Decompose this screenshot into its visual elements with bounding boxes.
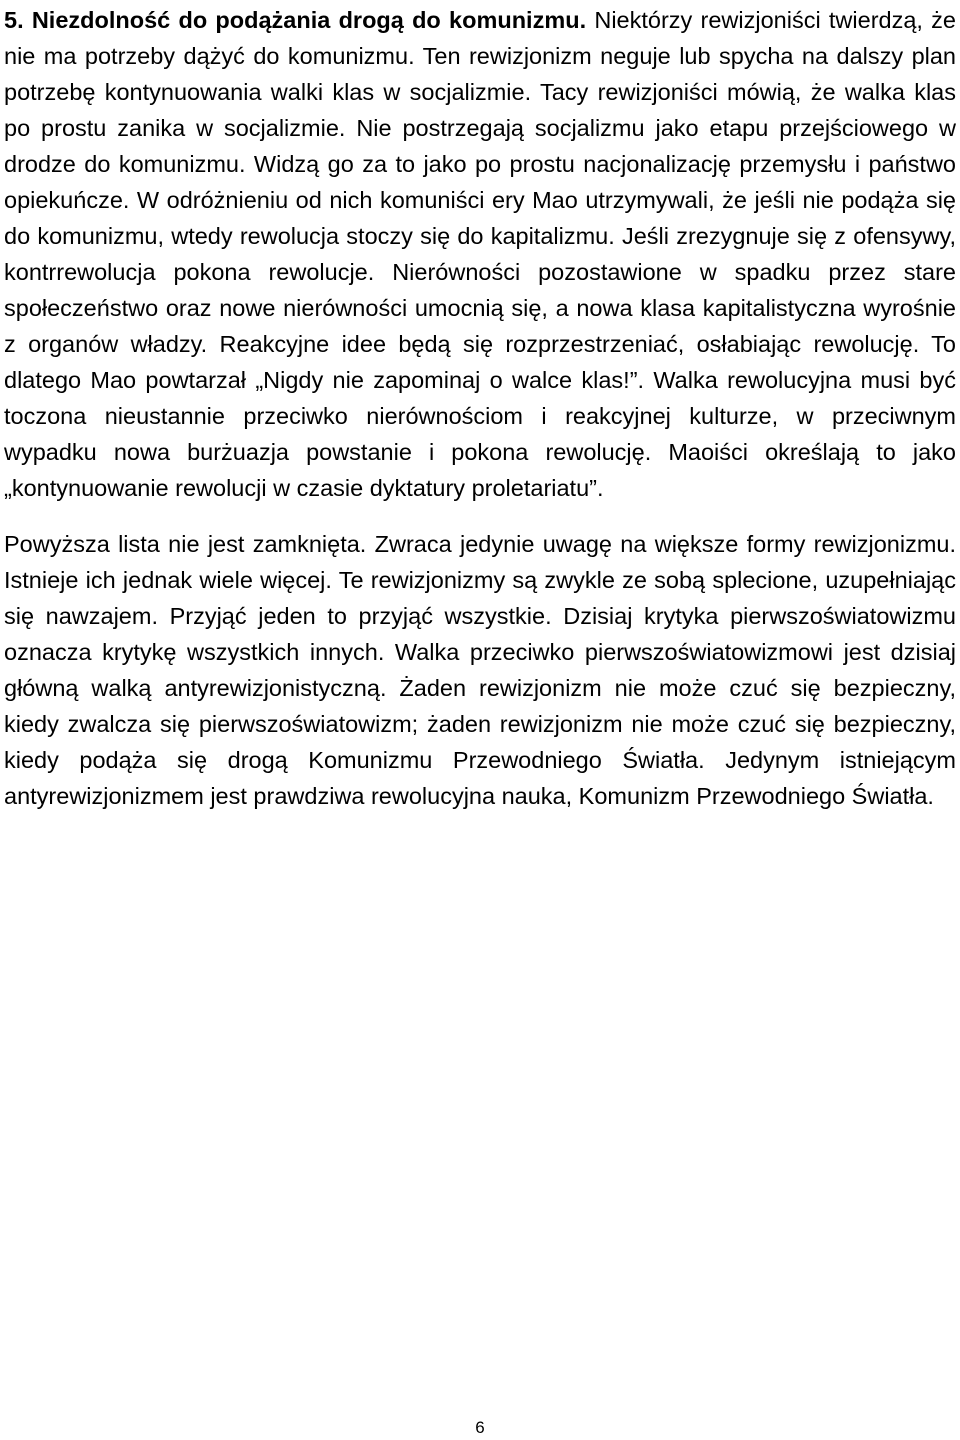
section-body: Niektórzy rewizjoniści twierdzą, że nie ma potrzeby dążyć do komunizmu. Ten rewizjonizm neguje lub spycha na dalszy plan potrzebę kontynuowania walki klas w socjalizmie. Tacy rewizjoniści mówią, że walka klas po prostu zanika w socjalizmie. Nie postrzegają socjalizmu jako etapu przejściowego w drodze do komunizmu. Widzą go za to jako po prostu nacjonalizację przemysłu i państwo opiekuńcze. W odróżnieniu od nich komuniści ery Mao utrzymywali, że jeśli nie podąża się do komunizmu, wtedy rewolucja stoczy się do kapitalizmu. Jeśli zrezygnuje się z ofensywy, kontrrewolucja pokona rewolucje. Nierówności pozostawione w spadku przez stare społeczeństwo oraz nowe nierówności umocnią się, a nowa klasa kapitalistyczna wyrośnie z organów władzy. Reakcyjne idee będą się rozprzestrzeniać, osłabiając rewolucję. To dlatego Mao powtarzał „Nigdy nie zapominaj o walce klas!”. Walka rewolucyjna musi być toczona nieustannie przeciwko nierównościom i reakcyjnej kulturze, w przeciwnym wypadku nowa burżuazja powstanie i pokona rewolucję. Maoiści określają to jako „kontynuowanie rewolucji w czasie dyktatury proletariatu”. xyxy=(4,7,956,501)
document-page xyxy=(4,0,956,814)
section-heading: 5. Niezdolność do podążania drogą do komunizmu. xyxy=(4,7,587,33)
section-5-paragraph xyxy=(4,0,956,506)
closing-paragraph: Powyższa lista nie jest zamknięta. Zwraca jedynie uwagę na większe formy rewizjonizmu. Istnieje ich jednak wiele więcej. Te rewizjonizmy są zwykle ze sobą splecione, uzupełniając się nawzajem. Przyjąć jeden to przyjąć wszystkie. Dzisiaj krytyka pierwszoświatowizmu oznacza krytykę wszystkich innych. Walka przeciwko pierwszoświatowizmowi jest dzisiaj główną walką antyrewizjonistyczną. Żaden rewizjonizm nie może czuć się bezpieczny, kiedy zwalcza się pierwszoświatowizm; żaden rewizjonizm nie może czuć się bezpieczny, kiedy podąża się drogą Komunizmu Przewodniego Światła. Jedynym istniejącym antyrewizjonizmem jest prawdziwa rewolucyjna nauka, Komunizm Przewodniego Światła. xyxy=(4,531,956,809)
page-number: 6 xyxy=(475,1418,485,1437)
